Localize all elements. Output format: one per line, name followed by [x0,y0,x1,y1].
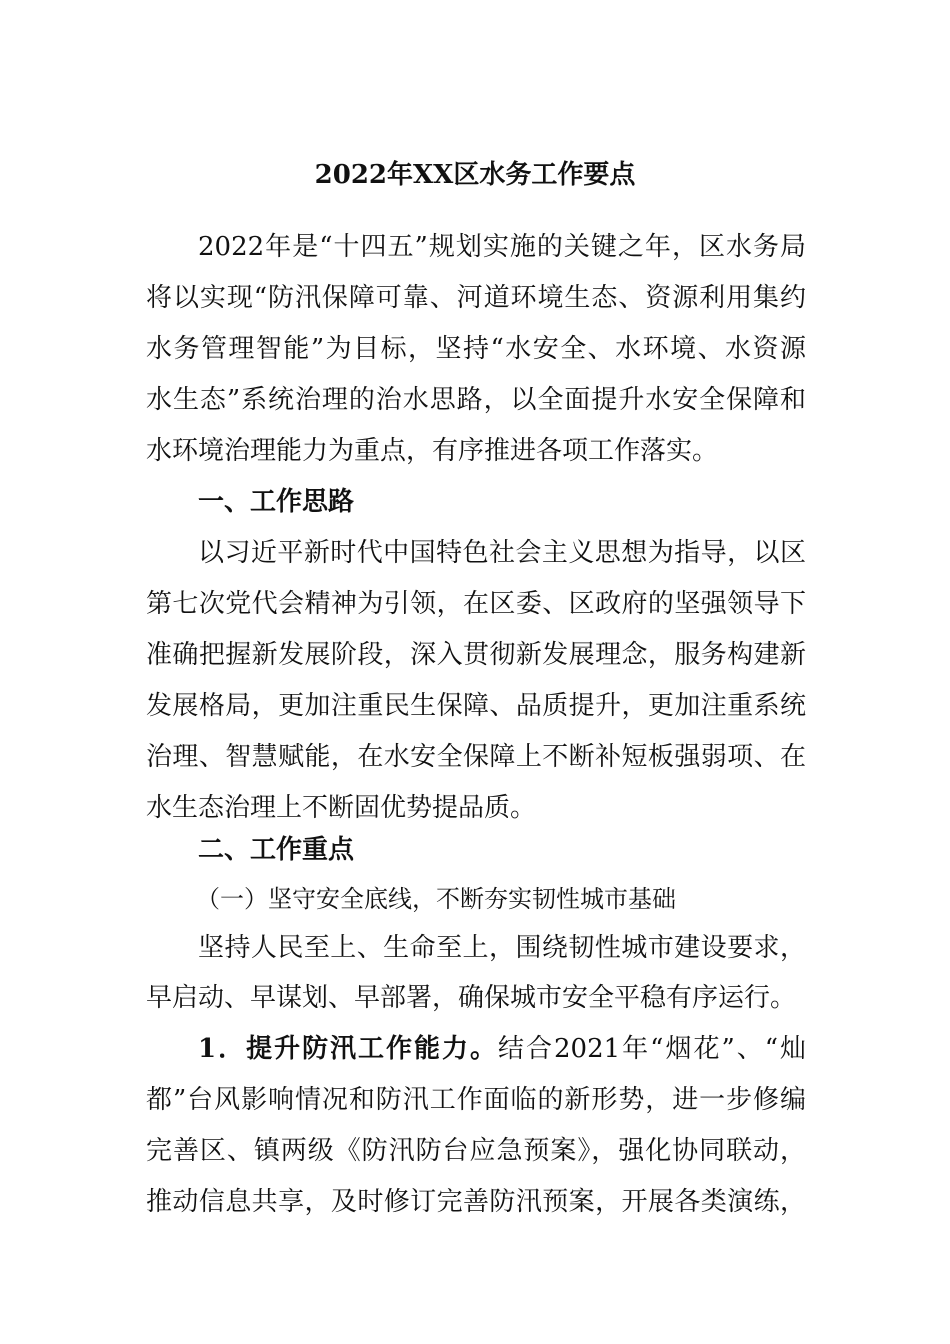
paragraph-line: 以习近平新时代中国特色社会主义思想为指导，以区 [198,538,806,568]
intro-line: 水生态”系统治理的治水思路，以全面提升水安全保障和 [146,385,806,415]
section-heading: 二、工作重点 [198,835,355,865]
paragraph-line: 完善区、镇两级《防汛防台应急预案》，强化协同联动， [146,1136,806,1166]
intro-line: 将以实现“防汛保障可靠、河道环境生态、资源利用集约 [146,283,806,313]
document-title: 2022年XX区水务工作要点 [314,160,636,190]
item-lead: 1．提升防汛工作能力。 [198,1034,499,1064]
paragraph-line: 发展格局，更加注重民生保障、品质提升，更加注重系统 [146,691,806,721]
section-heading: 一、工作思路 [198,487,355,517]
item-text: 结合2021年“烟花”、“灿 [498,1034,807,1064]
intro-line: 2022年是“十四五”规划实施的关键之年，区水务局 [198,232,806,262]
paragraph-line: 治理、智慧赋能，在水安全保障上不断补短板强弱项、在 [146,742,806,772]
subsection-heading: （一）坚守安全底线，不断夯实韧性城市基础 [196,885,676,913]
paragraph-line: 推动信息共享，及时修订完善防汛预案，开展各类演练， [146,1187,806,1217]
item-first-line [198,1029,806,1069]
paragraph-line: 水生态治理上不断固优势提品质。 [146,793,537,823]
intro-line: 水务管理智能”为目标，坚持“水安全、水环境、水资源 [146,334,806,364]
paragraph-line: 早启动、早谋划、早部署，确保城市安全平稳有序运行。 [146,983,797,1013]
paragraph-line: 都”台风影响情况和防汛工作面临的新形势，进一步修编 [146,1085,806,1115]
paragraph-line: 第七次党代会精神为引领，在区委、区政府的坚强领导下 [146,589,806,619]
paragraph-line: 准确把握新发展阶段，深入贯彻新发展理念，服务构建新 [146,640,806,670]
intro-line: 水环境治理能力为重点，有序推进各项工作落实。 [146,436,719,466]
paragraph-line: 坚持人民至上、生命至上，围绕韧性城市建设要求， [198,933,806,963]
